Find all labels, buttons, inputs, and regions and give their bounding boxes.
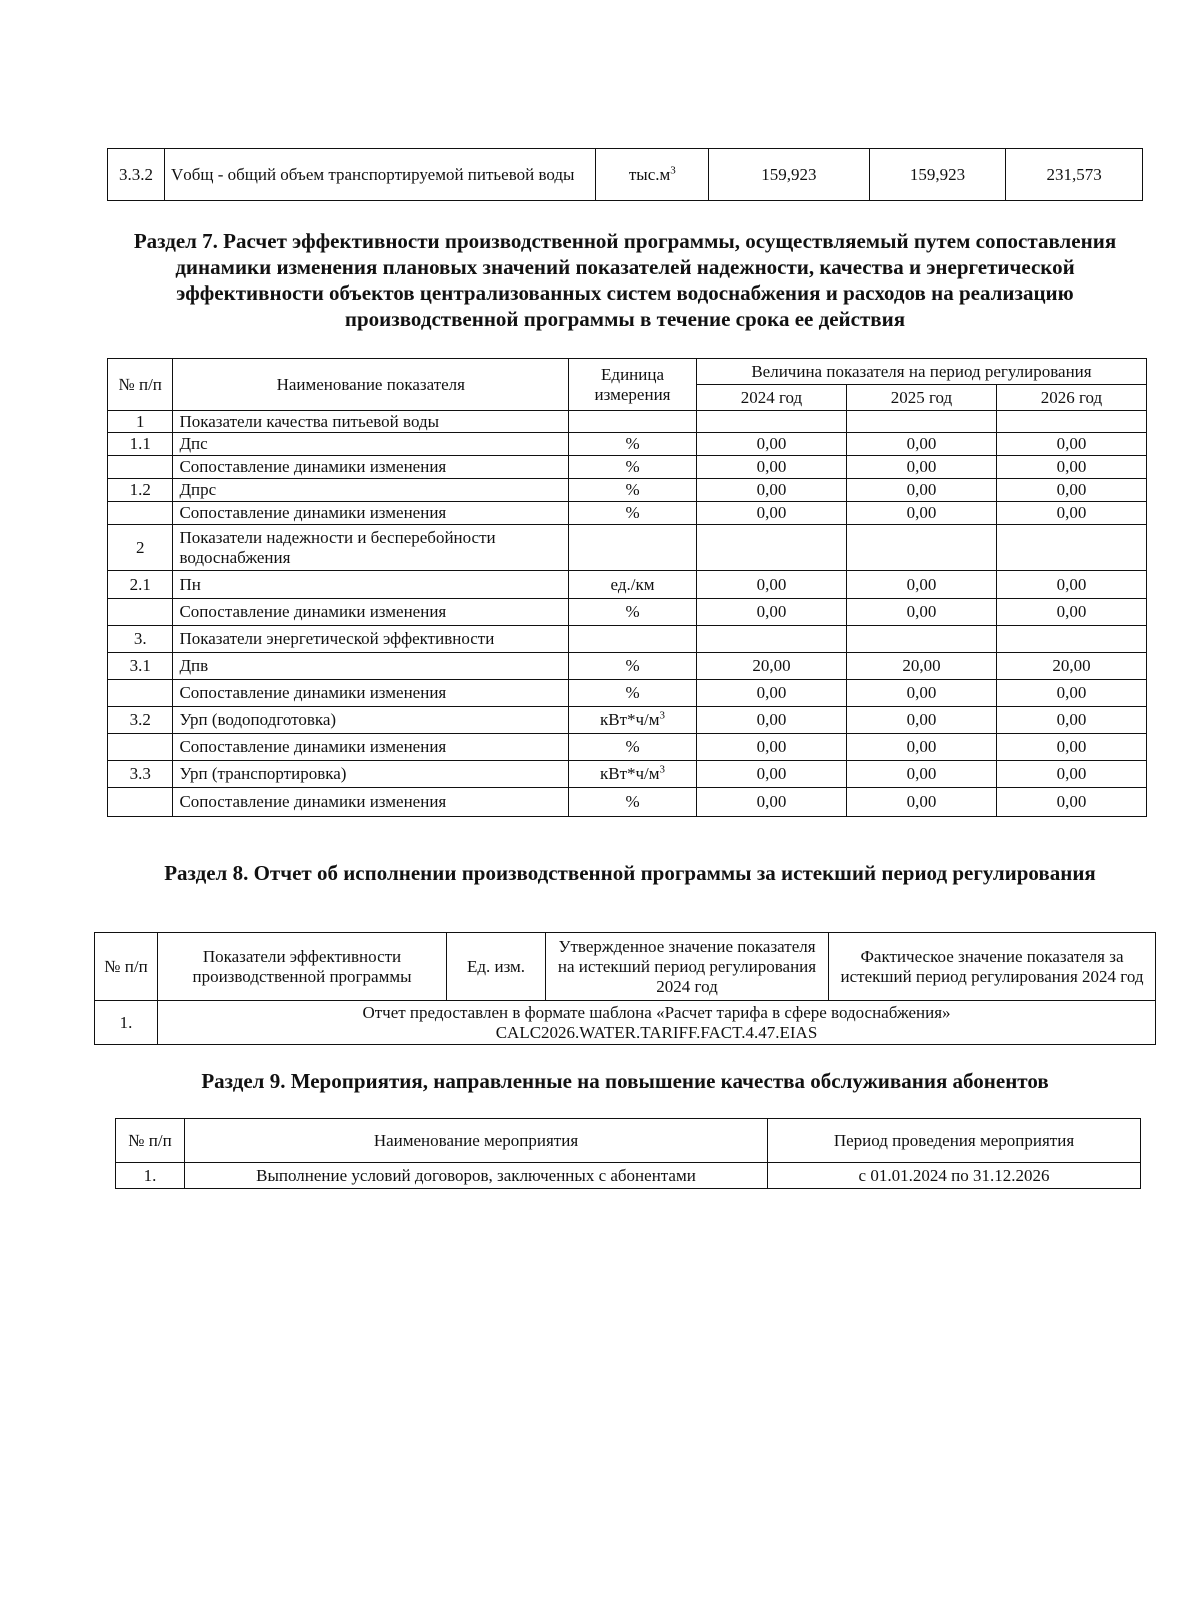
table-row [116,1119,1141,1163]
s7-cell-name: Дпрс [173,479,569,502]
s7-cell-2025: 20,00 [846,653,996,680]
top-row-unit: $тыс.м^3$ [596,149,709,201]
s8-header-approved: Утвержденное значение показателя на истекший период регулирования 2024 год [546,933,829,1001]
s7-cell-2025: 0,00 [846,599,996,626]
s7-cell-name: Сопоставление динамики изменения [173,456,569,479]
s7-cell-2024: 0,00 [696,433,846,456]
s7-cell-2026: 0,00 [996,734,1146,761]
s7-cell-unit: % [569,433,697,456]
table-row [108,502,1147,525]
s7-cell-unit: % [569,502,697,525]
s7-cell-2024: 0,00 [696,788,846,817]
s7-cell-num [108,599,173,626]
s7-cell-2024: 0,00 [696,734,846,761]
s7-cell-num: 3.1 [108,653,173,680]
s9-row-num: 1. [116,1163,185,1189]
s8-header-num: № п/п [95,933,158,1001]
top-row-v1: 159,923 [709,149,870,201]
s7-cell-num: 3.2 [108,707,173,734]
s7-cell-unit [569,411,697,433]
s7-cell-name: Сопоставление динамики изменения [173,788,569,817]
s7-cell-2025: 0,00 [846,680,996,707]
section9-title: Раздел 9. Мероприятия, направленные на повышение качества обслуживания абонентов [201,1069,1049,1093]
s7-cell-2026: 0,00 [996,479,1146,502]
s7-cell-2025: 0,00 [846,788,996,817]
s7-cell-unit: % [569,788,697,817]
s7-header-y3: 2026 год [996,385,1146,411]
top-row-num: 3.3.2 [108,149,165,201]
s7-cell-2025: 0,00 [846,456,996,479]
s7-cell-2024: 0,00 [696,707,846,734]
s7-cell-2025: 0,00 [846,502,996,525]
s7-header-group: Величина показателя на период регулирования [696,359,1146,385]
s7-cell-num: 2 [108,525,173,571]
s7-cell-2024: 0,00 [696,479,846,502]
s7-cell-unit: % [569,479,697,502]
s7-cell-unit: ед./км [569,571,697,599]
s7-cell-2024: 0,00 [696,456,846,479]
s7-cell-2026: 20,00 [996,653,1146,680]
s7-cell-unit [569,626,697,653]
s7-cell-2026: 0,00 [996,502,1146,525]
s7-cell-2025: 0,00 [846,707,996,734]
s7-cell-unit [569,525,697,571]
s7-cell-2024 [696,626,846,653]
table-row [108,707,1147,734]
s7-cell-num [108,680,173,707]
s7-cell-num: 1.2 [108,479,173,502]
s7-cell-num: 1.1 [108,433,173,456]
s7-cell-name: Сопоставление динамики изменения [173,680,569,707]
s7-cell-name: Дпв [173,653,569,680]
s8-header-actual: Фактическое значение показателя за истекший период регулирования 2024 год [829,933,1156,1001]
s7-cell-2025 [846,411,996,433]
s9-header-num: № п/п [116,1119,185,1163]
s7-cell-2026: 0,00 [996,571,1146,599]
s9-row-period: с 01.01.2024 по 31.12.2026 [768,1163,1141,1189]
s7-cell-num: 1 [108,411,173,433]
s7-cell-2025: 0,00 [846,479,996,502]
table-row [108,734,1147,761]
s7-cell-2025: 0,00 [846,433,996,456]
table-row [108,411,1147,433]
section8-table [94,932,1156,1045]
s9-row-name: Выполнение условий договоров, заключенных с абонентами [185,1163,768,1189]
s8-row-text: Отчет предоставлен в формате шаблона «Расчет тарифа в сфере водоснабжения» CALC2026.WATER.TARIFF.FACT.4.47.EIAS [158,1001,1156,1045]
s7-cell-2025: 0,00 [846,761,996,788]
s7-cell-2024: 20,00 [696,653,846,680]
s7-header-y1: 2024 год [696,385,846,411]
s7-cell-2026: 0,00 [996,707,1146,734]
s7-cell-name: Сопоставление динамики изменения [173,734,569,761]
s7-cell-2026: 0,00 [996,788,1146,817]
table-row [108,761,1147,788]
s7-cell-2025: 0,00 [846,734,996,761]
s7-cell-2026 [996,525,1146,571]
s7-cell-2024 [696,525,846,571]
s7-cell-2024: 0,00 [696,502,846,525]
s7-cell-num [108,502,173,525]
s9-header-name: Наименование мероприятия [185,1119,768,1163]
table-row [108,479,1147,502]
table-row [108,788,1147,817]
s7-cell-2026: 0,00 [996,761,1146,788]
table-row [108,456,1147,479]
s7-cell-unit: $кВт*ч/м^3$ [569,761,697,788]
top-row-v3: 231,573 [1006,149,1143,201]
s7-cell-name: Показатели качества питьевой воды [173,411,569,433]
s7-cell-unit: % [569,653,697,680]
s8-row-num: 1. [95,1001,158,1045]
s7-cell-2024: 0,00 [696,761,846,788]
s7-cell-unit: % [569,599,697,626]
s7-cell-num [108,456,173,479]
s7-cell-2024: 0,00 [696,599,846,626]
s7-cell-name: Показатели надежности и бесперебойности водоснабжения [173,525,569,571]
s7-cell-num: 3. [108,626,173,653]
section9-table [115,1118,1141,1189]
section8-title: Раздел 8. Отчет об исполнении производственной программы за истекший период регулирования [164,861,1096,885]
table-row [108,149,1143,201]
s7-cell-2026 [996,626,1146,653]
s7-cell-2026: 0,00 [996,456,1146,479]
s7-cell-2025 [846,525,996,571]
s7-cell-name: Пн [173,571,569,599]
table-row [95,1001,1156,1045]
s7-cell-name: Показатели энергетической эффективности [173,626,569,653]
s7-cell-num [108,734,173,761]
s7-cell-name: Сопоставление динамики изменения [173,502,569,525]
s7-header-num: № п/п [108,359,173,411]
s7-cell-2024: 0,00 [696,571,846,599]
s7-cell-unit: % [569,680,697,707]
s7-cell-2026: 0,00 [996,599,1146,626]
table-row [108,433,1147,456]
s7-cell-2024 [696,411,846,433]
table-row [108,525,1147,571]
section7-title: Раздел 7. Расчет эффективности производственной программы, осуществляемый путем сопоставления динамики изменения плановых значений показателей надежности, качества и энергетической эффективности объектов централизованных систем водоснабжения и расходов на реализацию производственной программы в течение срока ее действия [133,229,1117,331]
s7-cell-num: 3.3 [108,761,173,788]
s7-header-unit: Единица измерения [569,359,697,411]
s7-cell-unit: $кВт*ч/м^3$ [569,707,697,734]
s7-cell-2025: 0,00 [846,571,996,599]
s7-cell-name: Сопоставление динамики изменения [173,599,569,626]
table-row [108,680,1147,707]
s8-header-unit: Ед. изм. [447,933,546,1001]
top-row-name: Vобщ - общий объем транспортируемой питьевой воды [164,149,596,201]
s7-cell-name: Дпс [173,433,569,456]
top-row-table [107,148,1143,201]
s7-cell-unit: % [569,456,697,479]
s7-cell-num: 2.1 [108,571,173,599]
table-row [108,599,1147,626]
s9-header-period: Период проведения мероприятия [768,1119,1141,1163]
table-row [108,653,1147,680]
s7-cell-2025 [846,626,996,653]
s7-header-y2: 2025 год [846,385,996,411]
s7-cell-num [108,788,173,817]
table-row [108,571,1147,599]
s7-cell-name: Урп (транспортировка) [173,761,569,788]
s7-cell-name: Урп (водоподготовка) [173,707,569,734]
top-row-v2: 159,923 [869,149,1006,201]
table-row [95,933,1156,1001]
s7-cell-unit: % [569,734,697,761]
s7-cell-2024: 0,00 [696,680,846,707]
s7-cell-2026: 0,00 [996,433,1146,456]
s8-header-name: Показатели эффективности производственной программы [158,933,447,1001]
table-row [108,626,1147,653]
s7-cell-2026: 0,00 [996,680,1146,707]
s7-header-name: Наименование показателя [173,359,569,411]
s7-cell-2026 [996,411,1146,433]
section7-table [107,358,1147,817]
table-row [116,1163,1141,1189]
